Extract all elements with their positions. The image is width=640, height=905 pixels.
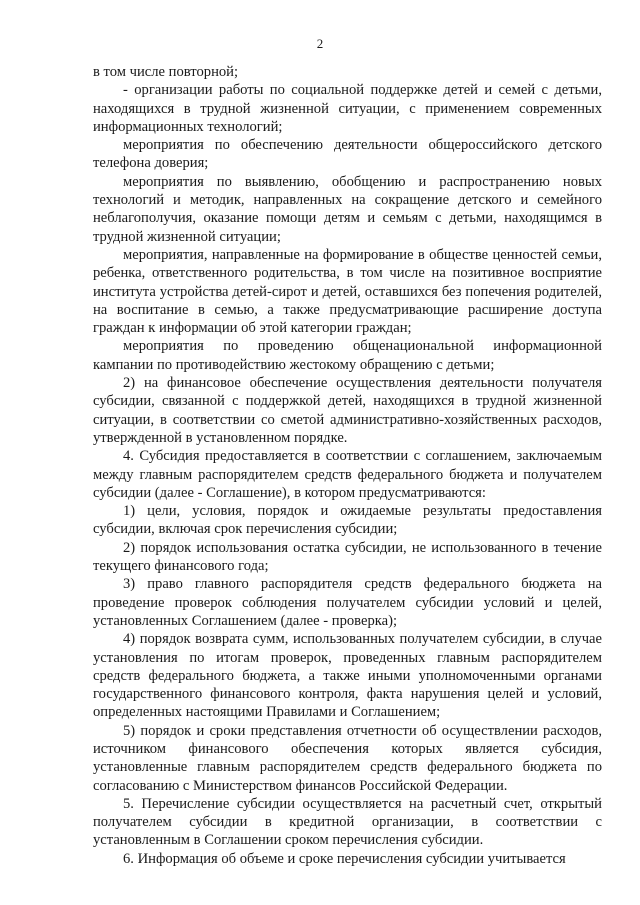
paragraph: 6. Информация об объеме и сроке перечисления субсидии учитывается [123,850,566,867]
page-number: 2 [316,36,324,51]
paragraph: мероприятия по обеспечению деятельности общероссийского детского телефона доверия; [93,137,602,172]
paragraph: мероприятия по выявлению, обобщению и распространению новых технологий и методик, направленных на сокращение детского и семейного неблагополучия, оказание помощи детям и семьям с детьми, находящимся в трудной жизненной ситуации; [93,173,602,245]
paragraph: мероприятия по проведению общенациональной информационной кампании по противодействию жестокому обращению с детьми; [93,338,602,373]
paragraph: 4) порядок возврата сумм, использованных получателем субсидии, в случае установления по итогам проверок, проведенных главным распорядителем средств федерального бюджета, а также иными уполномоченными органами государственного финансового контроля, факта нарушения целей и условий, определенных настоящими Правилами и Соглашением; [93,631,602,721]
paragraph-continuation: в том числе повторной; [93,64,239,80]
paragraph: 5. Перечисление субсидии осуществляется на расчетный счет, открытый получателем субсидии в кредитной организации, в соответствии с установленным в Соглашении сроком перечисления субсидии. [93,795,602,849]
paragraph: 3) право главного распорядителя средств федерального бюджета на проведение проверок соблюдения получателем субсидии условий и целей, установленных Соглашением (далее - проверка); [93,576,602,629]
document-body [93,63,602,868]
paragraph: 1) цели, условия, порядок и ожидаемые результаты предоставления субсидии, включая срок перечисления субсидии; [93,503,602,538]
paragraph: 4. Субсидия предоставляется в соответствии с соглашением, заключаемым между главным распорядителем средств федерального бюджета и получателем субсидии (далее - Соглашение), в котором предусматриваются: [93,448,602,501]
paragraph: 2) порядок использования остатка субсидии, не использованного в течение текущего финансового года; [93,539,602,575]
paragraph: 5) порядок и сроки представления отчетности об осуществлении расходов, источником финансового обеспечения которых является субсидия, установленные главным распорядителем средств федерального бюджета по согласованию с Министерством финансов Российской Федерации. [93,722,602,794]
paragraph: 2) на финансовое обеспечение осуществления деятельности получателя субсидии, связанной с поддержкой детей, находящихся в трудной жизненной ситуации, в соответствии со сметой административно-хозяйственных расходов, утвержденной в установленном порядке. [93,375,602,446]
paragraph: мероприятия, направленные на формирование в обществе ценностей семьи, ребенка, ответственного родительства, в том числе на позитивное восприятие института устройства детей-сирот и детей, оставшихся без попечения родителей, на воспитание в семью, а также предусматривающие расширение доступа граждан к информации об этой категории граждан; [93,246,602,337]
paragraph: - организации работы по социальной поддержке детей и семей с детьми, находящихся в трудной жизненной ситуации, с применением современных информационных технологий; [93,82,602,135]
